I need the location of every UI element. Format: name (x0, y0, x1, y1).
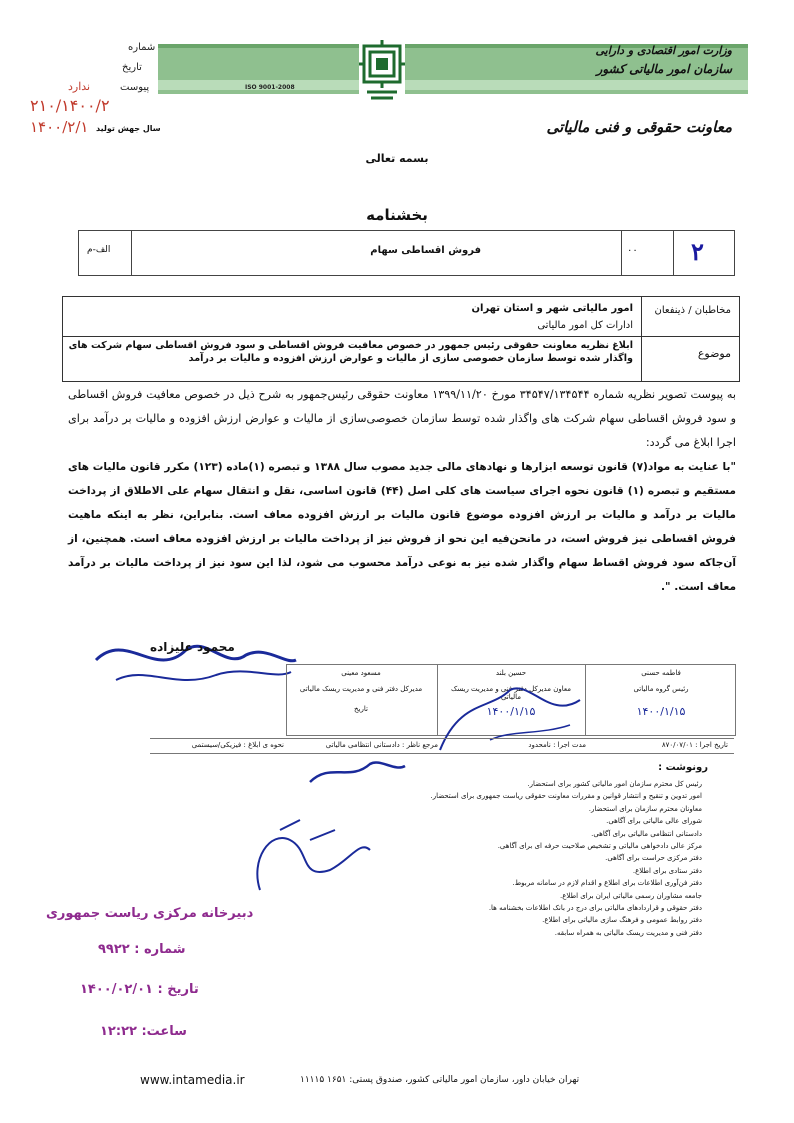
cc-item: دفتر فنی و مدیریت ریسک مالیاتی به همراه سابقه. (554, 928, 702, 937)
sig2-name: حسین بلند (495, 669, 527, 677)
subject-box (78, 230, 735, 276)
effective-date: تاریخ اجرا : ۸۷۰/۰۷/۰۱ (661, 741, 728, 749)
attachment-value: ندارد (68, 80, 91, 93)
cc-item: شورای عالی مالیاتی برای آگاهی. (606, 817, 702, 826)
date-label: تاریخ (122, 62, 142, 73)
cc-item: مرکز عالی دادخواهی مالیاتی و تشخیص صلاحیت حرفه ای برای آگاهی. (497, 842, 702, 851)
sig3-date-label: تاریخ (354, 705, 368, 713)
body-paragraph-2: "با عنایت به مواد(۷) قانون توسعه ابزارها و نهادهای مالی جدید مصوب سال ۱۳۸۸ و تبصره (۱)ماده (۱۲۳) مکرر قانون مالیات های مستقیم و تبصره (۱) قانون نحوه اجرای سیاست های کلی اصل (۴۴) قانون اساسی، نقل و انتقال سهام علی الاطلاق از پرداخت مالیات بر درآمد و مالیات بر ارزش افزوده موضوع قانون مالیات بر ارزش افزوده معاف است. بنابراین، نظر به اینکه ماهیت فروش اقساطی نیز فروش است، در ما‌نحن‌فیه این نحو از فروش نیز از پرداخت مالیات بر ارزش افزوده معاف است. همچنین، از آن‌جاکه سود فروش اقساط سهام واگذار شده نیز به نوعی درآمد محسوب می شود، لذا این سود نیز از پرداخت مالیات بر درآمد معاف است. ". (68, 461, 737, 593)
footer-address: تهران خیابان داور، سازمان امور مالیاتی کشور، صندوق پستی: ۱۶۵۱ ۱۱۱۱۵ (300, 1075, 580, 1085)
sig1-title: رئیس گروه مالیاتی (633, 685, 689, 693)
delivery-method: نحوه ی ابلاغ : فیزیکی/سیستمی (191, 741, 284, 749)
sig2-title: معاون مدیرکل دفتر فنی و مدیریت ریسک مالیاتی (450, 685, 571, 701)
cc-item: جامعه مشاوران رسمی مالیاتی ایران برای اطلاع. (559, 891, 702, 900)
addressees-row (63, 297, 739, 337)
cc-title: رونوشت : (658, 762, 708, 773)
cc-item: دفتر حقوقی و قراردادهای مالیاتی برای درج در بانک اطلاعات بخشنامه ها. (488, 904, 702, 913)
cc-item: معاونان محترم سازمان برای استحضار. (588, 804, 702, 813)
cc-item: دفتر ستادی برای اطلاع. (632, 866, 702, 875)
topic-label: موضوع (697, 347, 731, 360)
stamp-time: ساعت: ۱۲:۲۲ (100, 1024, 187, 1039)
circular-title: بخشنامه (366, 206, 428, 224)
table-separator (641, 297, 642, 381)
addressees-line1: امور مالیاتی شهر و استان تهران (471, 303, 633, 314)
footer-website[interactable]: www.intamedia.ir (140, 1073, 245, 1087)
body-paragraph-1: به پیوست تصویر نظریه شماره ۳۴۵۴۷/۱۳۴۵۴۴ مورخ ۱۳۹۹/۱۱/۲۰ معاونت حقوقی رئیس‌جمهور به شرح ذیل در خصوص معافیت فروش اقساطی و سود فروش اقساطی سهام شرکت های واگذار شده توسط سازمان خصوصی‌سازی از مالیات و عوارض ارزش افزوده و مالیات بر درآمد برای اجرا ابلاغ می گردد: (68, 388, 736, 449)
addressees-topic-table (62, 296, 740, 382)
handwritten-number: ۲ (691, 237, 704, 266)
cc-item: دفتر فن‌آوری اطلاعات برای اطلاع و اقدام لازم در سامانه مربوط. (512, 879, 702, 888)
sig1-date: ۱۴۰۰/۱/۱۵ (636, 705, 686, 718)
cc-item: دفتر مرکزی حراست برای آگاهی. (605, 854, 702, 863)
attachment-label: پیوست (120, 82, 150, 93)
bismillah: بسمه تعالی (365, 152, 429, 165)
cc-list (362, 778, 702, 939)
iso-label: ISO 9001-2008 (245, 84, 295, 91)
date-value: ۱۴۰۰/۲/۱ (30, 118, 89, 136)
sig2-date: ۱۴۰۰/۱/۱۵ (486, 705, 536, 718)
signer-name: محمود علیزاده (150, 640, 235, 654)
cc-item: دفتر روابط عمومی و فرهنگ سازی مالیاتی برای اطلاع. (542, 916, 702, 925)
tax-organization-logo (359, 38, 405, 104)
production-year-label: سال جهش تولید (96, 124, 161, 133)
seq-cell (621, 231, 674, 275)
ministry-name: وزارت امور اقتصادی و دارایی (595, 44, 732, 57)
handwritten-initial (300, 752, 410, 792)
sig3-title: مدیرکل دفتر فنی و مدیریت ریسک مالیاتی (299, 685, 423, 693)
stamp-date: تاریخ : ۱۴۰۰/۰۲/۰۱ (80, 982, 199, 997)
info-line (150, 738, 734, 754)
code-cell (79, 231, 132, 275)
addressees-label: مخاطبان / ذینفعان (654, 305, 731, 316)
cc-item: دادستانی انتظامی مالیاتی برای آگاهی. (591, 829, 702, 838)
number-cell (673, 231, 734, 275)
validity: مدت اجرا : نامحدود (528, 741, 586, 749)
cc-item: رئیس کل محترم سازمان امور مالیاتی کشور برای استحضار. (527, 780, 702, 788)
sig1-name: فاطمه حسنی (641, 669, 681, 677)
number-value: ۲۱۰/۱۴۰۰/۲ (30, 96, 110, 115)
stamp-number: شماره : ۹۹۲۲ (98, 942, 186, 957)
main-signature (86, 620, 306, 700)
subject-text: فروش اقساطی سهام (370, 245, 481, 256)
handwritten-date-note (240, 810, 380, 900)
deputy-name: معاونت حقوقی و فنی مالیاتی (546, 118, 732, 136)
topic-text: ابلاغ نظریه معاونت حقوقی رئیس جمهور در خصوص معافیت فروش اقساطی و سود فروش اقساطی سهام شرکت های واگذار شده توسط سازمان خصوصی سازی از مالیات و عوارض ارزش افزوده و مالیات بر درآمد (68, 340, 633, 364)
organization-name: سازمان امور مالیاتی کشور (596, 62, 732, 76)
sig3-name: مسعود معینی (341, 669, 381, 677)
stamp-office: دبیرخانه مرکزی ریاست جمهوری (46, 906, 254, 921)
code-text: الف-م (87, 245, 111, 255)
reference: مرجع ناظر : دادستانی انتظامی مالیاتی (325, 741, 438, 749)
number-label: شماره (128, 42, 156, 53)
cc-item: امور تدوین و تنقیح و انتشار قوانین و مقررات معاونت حقوقی ریاست جمهوری برای استحضار. (430, 792, 702, 801)
addressees-line2: ادارات کل امور مالیاتی (537, 320, 633, 331)
seq-text: ۰۰ (627, 245, 638, 256)
subject-cell (131, 231, 622, 275)
